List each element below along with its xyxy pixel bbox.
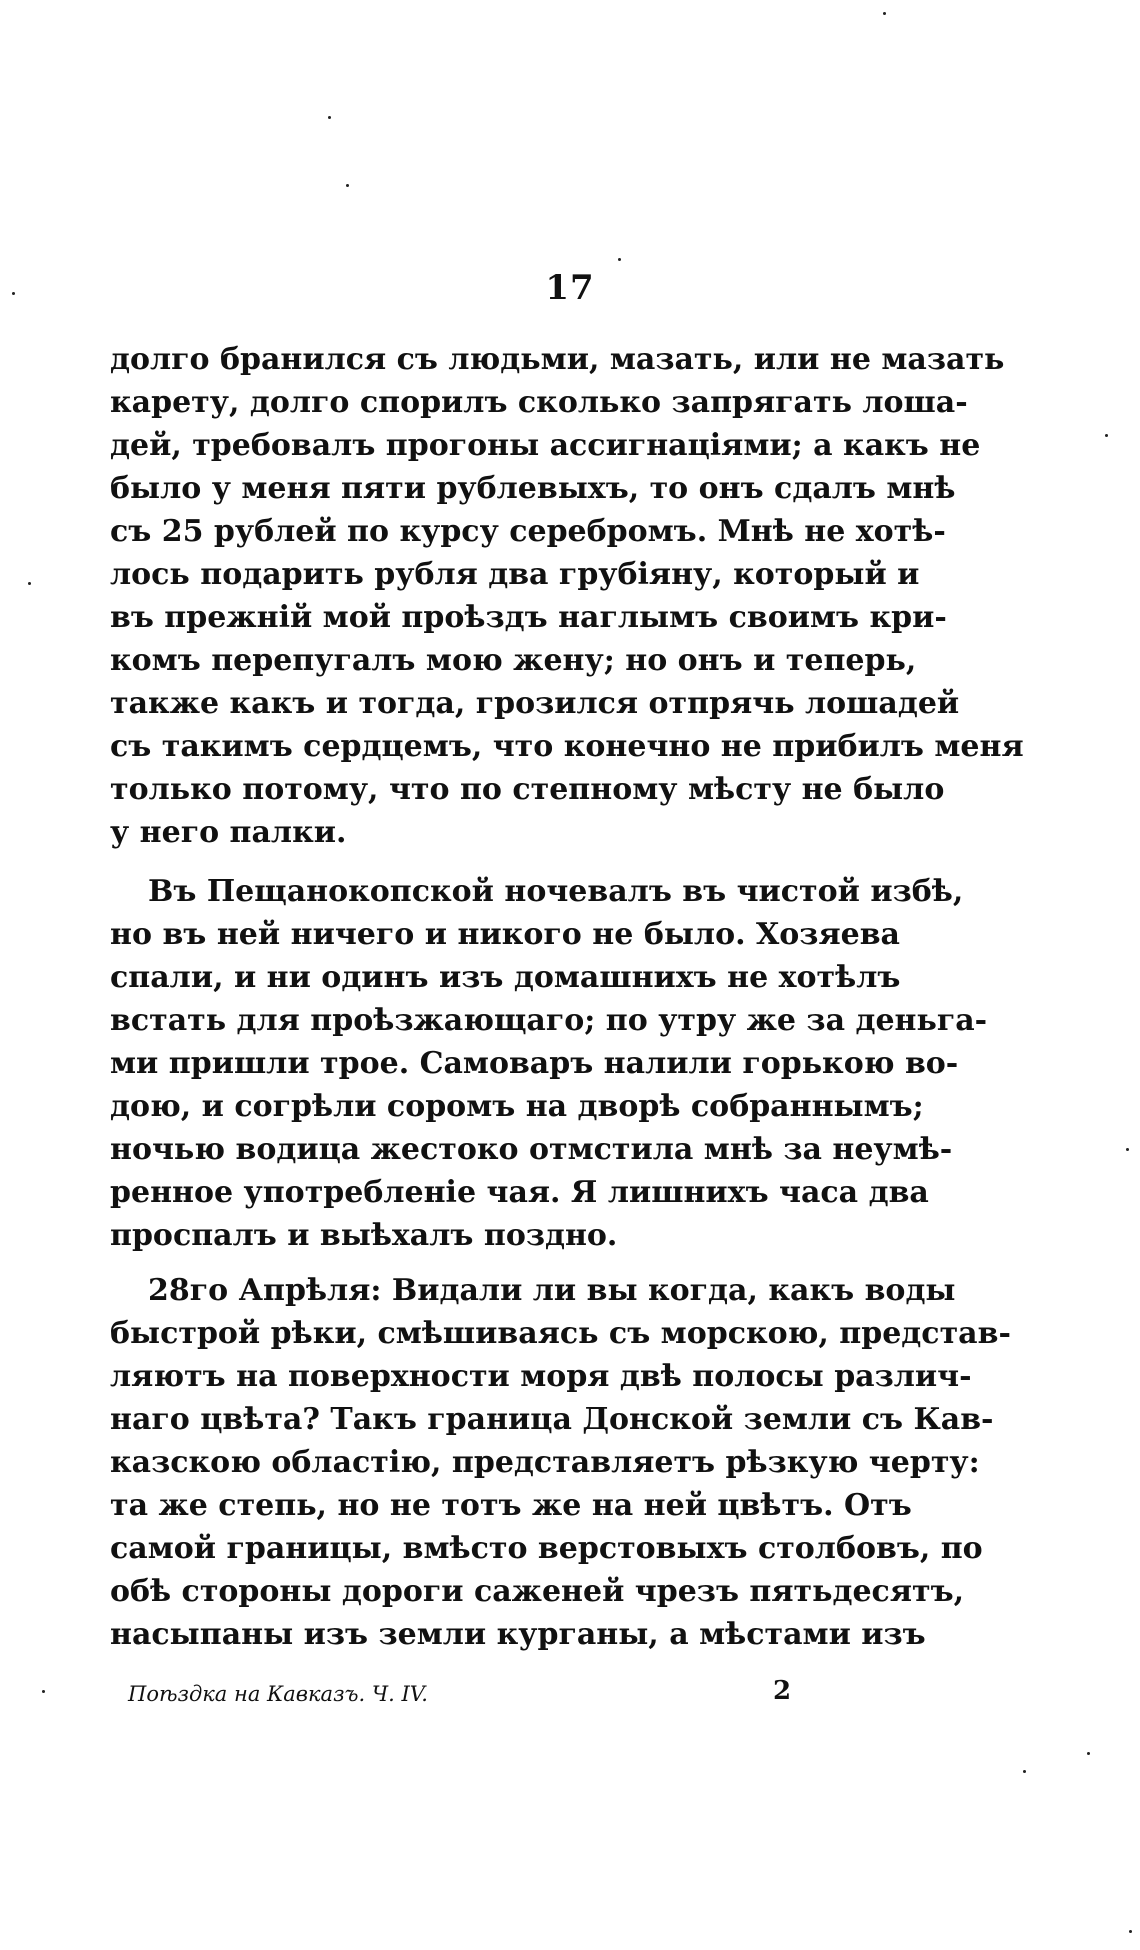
text-line: у него палки. <box>110 815 347 850</box>
text-line: но въ ней ничего и никого не было. Хозяева <box>110 917 900 952</box>
print-speck <box>618 258 621 261</box>
text-line: самой границы, вмѣсто верстовыхъ столбовъ, по <box>110 1531 983 1566</box>
text-line: та же степь, но не тотъ же на ней цвѣтъ. Отъ <box>110 1488 912 1523</box>
text-line: только потому, что по степному мѣсту не было <box>110 772 945 807</box>
print-speck <box>1105 434 1108 437</box>
text-line: въ прежнiй мой проѣздъ наглымъ своимъ кри- <box>110 600 947 635</box>
text-line: встать для проѣзжающаго; по утру же за деньга- <box>110 1003 988 1038</box>
text-line: карету, долго спорилъ сколько запрягать лоша- <box>110 385 968 420</box>
print-speck <box>1087 1752 1090 1755</box>
print-speck <box>1023 1770 1026 1773</box>
text-line: 28го Апрѣля: Видали ли вы когда, какъ воды <box>148 1273 956 1308</box>
text-line: быстрой рѣки, смѣшиваясь съ морскою, представ- <box>110 1316 1011 1351</box>
print-speck <box>42 1690 45 1693</box>
text-line: казскою областiю, представляетъ рѣзкую черту: <box>110 1445 980 1480</box>
text-line: ночью водица жестоко отмстила мнѣ за неумѣ- <box>110 1132 953 1167</box>
text-line: также какъ и тогда, грозился отпрячь лошадей <box>110 686 960 721</box>
print-speck <box>883 12 886 15</box>
text-line: съ 25 рублей по курсу серебромъ. Мнѣ не хотѣ- <box>110 514 946 549</box>
text-line: ляютъ на поверхности моря двѣ полосы различ- <box>110 1359 972 1394</box>
paragraph-1 <box>110 338 1024 854</box>
text-line: дою, и согрѣли соромъ на дворѣ собраннымъ; <box>110 1089 924 1124</box>
text-line: Въ Пещанокопской ночевалъ въ чистой избѣ, <box>148 874 964 909</box>
text-line: комъ перепугалъ мою жену; но онъ и теперь, <box>110 643 917 678</box>
text-line: было у меня пяти рублевыхъ, то онъ сдалъ мнѣ <box>110 471 956 506</box>
text-line: ренное употребленiе чая. Я лишнихъ часа два <box>110 1175 929 1210</box>
print-speck <box>346 184 349 187</box>
print-speck <box>1129 1930 1132 1933</box>
print-speck <box>1126 1148 1129 1151</box>
text-line: ми пришли трое. Самоваръ налили горькою во- <box>110 1046 959 1081</box>
paragraph-2 <box>110 870 988 1257</box>
text-line: лось подарить рубля два грубiяну, который и <box>110 557 920 592</box>
signature-mark: 2 <box>773 1676 792 1706</box>
running-footer-title: Поѣздка на Кавказъ. Ч. IV. <box>128 1682 428 1706</box>
paragraph-3 <box>110 1269 1011 1656</box>
body-text <box>110 338 1024 1668</box>
text-line: дей, требовалъ прогоны ассигнацiями; а какъ не <box>110 428 981 463</box>
text-line: насыпаны изъ земли курганы, а мѣстами изъ <box>110 1617 926 1652</box>
text-line: проспалъ и выѣхалъ поздно. <box>110 1218 618 1253</box>
text-line: спали, и ни одинъ изъ домашнихъ не хотѣлъ <box>110 960 901 995</box>
text-line: обѣ стороны дороги саженей чрезъ пятьдесятъ, <box>110 1574 965 1609</box>
text-line: долго бранился съ людьми, мазать, или не мазать <box>110 342 1005 377</box>
page-number: 17 <box>545 268 595 308</box>
print-speck <box>328 116 331 119</box>
text-line: наго цвѣта? Такъ граница Донской земли съ Кав- <box>110 1402 994 1437</box>
print-speck <box>12 292 15 295</box>
print-speck <box>28 582 31 585</box>
text-line: съ такимъ сердцемъ, что конечно не прибилъ меня <box>110 729 1024 764</box>
